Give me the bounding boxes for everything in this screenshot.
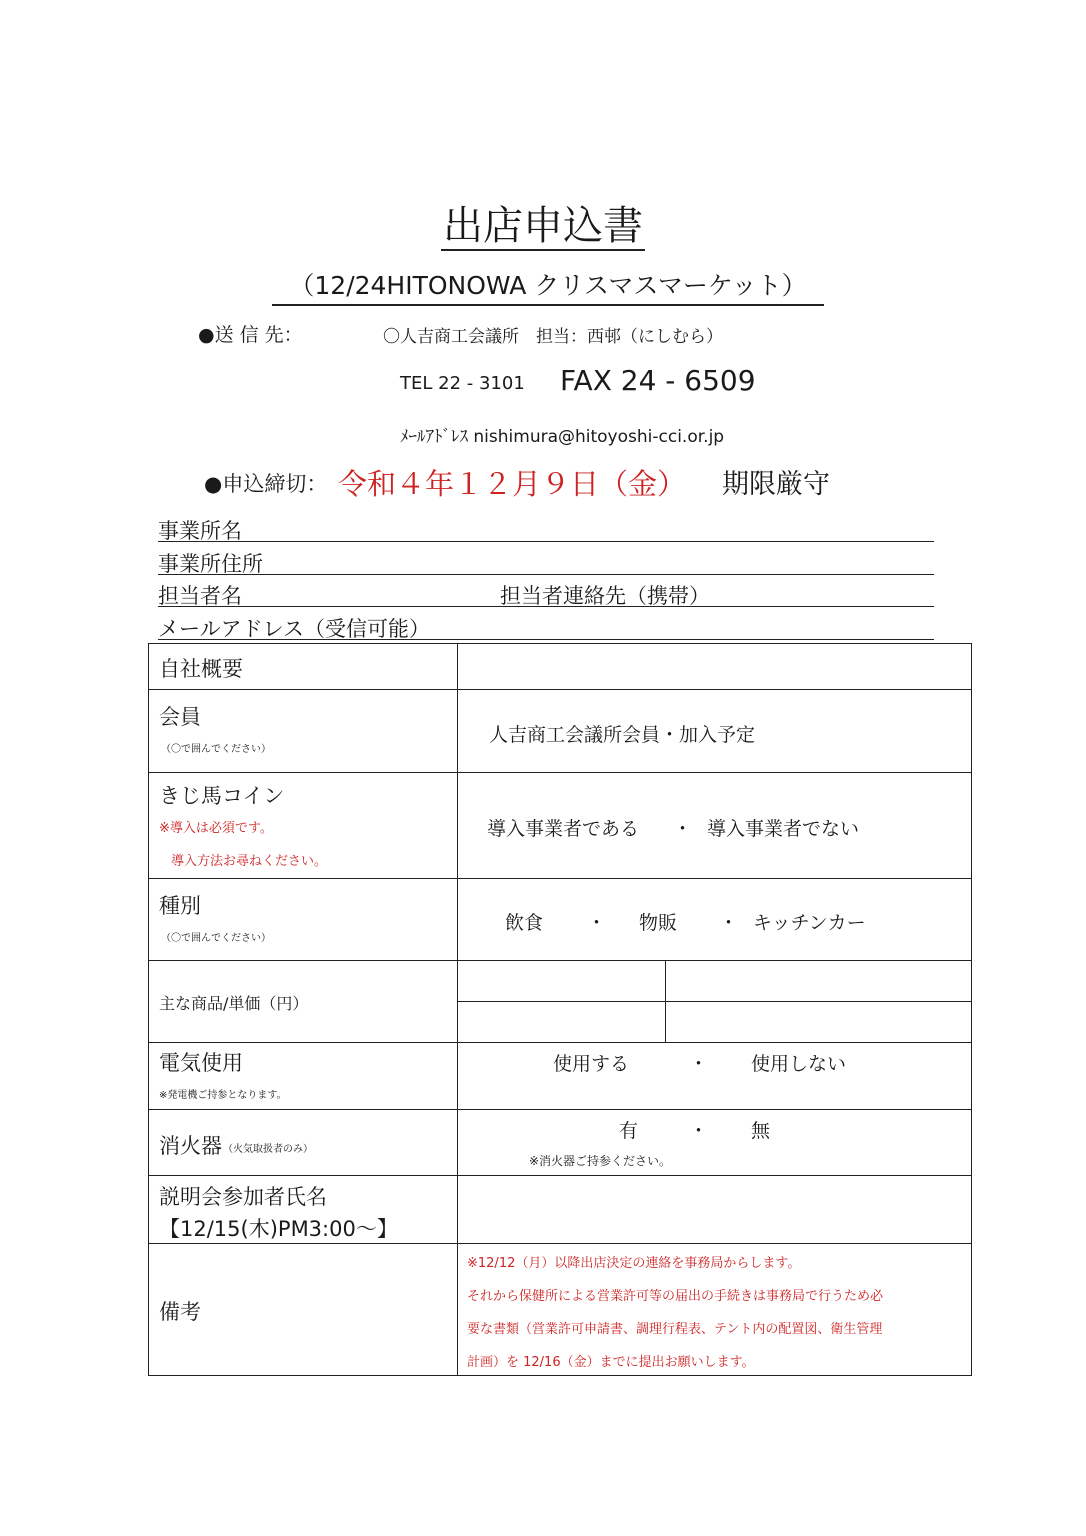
send-to-value: 〇人吉商工会議所 担当：西邨（にしむら）	[383, 327, 723, 347]
contact-field-row[interactable]	[158, 578, 934, 607]
deadline-date: 令和４年１２月９日（金）	[338, 467, 687, 501]
deadline-strict: 期限厳守	[722, 469, 830, 500]
electric-separator: ・	[689, 1053, 709, 1075]
extinguisher-option-no[interactable]: 無	[751, 1120, 771, 1142]
send-to-label: ●送 信 先：	[198, 324, 303, 346]
extinguisher-option-yes[interactable]: 有	[619, 1120, 639, 1142]
remarks-line-4: 計画）を 12/16（金）までに提出お願いします。	[467, 1355, 755, 1370]
remarks-label: 備考	[159, 1300, 201, 1324]
category-option-goods[interactable]: 物販	[639, 912, 678, 934]
coin-option-yes[interactable]: 導入事業者である	[487, 818, 640, 840]
coin-note-ask: 導入方法お尋ねください。	[171, 854, 328, 869]
product-cell-4[interactable]	[667, 1003, 969, 1041]
extinguisher-label-note: （火気取扱者のみ）	[223, 1144, 313, 1155]
coin-note-required: ※導入は必須です。	[159, 821, 273, 836]
electric-option-use[interactable]: 使用する	[553, 1053, 630, 1075]
fax-number: FAX 24 - 6509	[560, 364, 756, 397]
electric-option-no-use[interactable]: 使用しない	[751, 1053, 847, 1075]
email-label: メールアドレス（受信可能）	[158, 617, 430, 641]
extinguisher-label: 消火器	[159, 1134, 222, 1158]
business-name-label: 事業所名	[158, 519, 242, 543]
product-cell-2[interactable]	[667, 962, 969, 1000]
category-note: （〇で囲んでください）	[161, 933, 271, 944]
business-name-field[interactable]	[158, 513, 934, 542]
tel-number: TEL 22 - 3101	[400, 373, 525, 394]
extinguisher-note: ※消火器ご持参ください。	[529, 1154, 672, 1168]
member-options[interactable]: 人吉商工会議所会員・加入予定	[489, 724, 756, 746]
remarks-line-1: ※12/12（月）以降出店決定の連絡を事務局からします。	[467, 1256, 801, 1271]
overview-input[interactable]	[459, 646, 969, 686]
category-label: 種別	[159, 894, 201, 918]
business-address-field[interactable]	[158, 546, 934, 575]
overview-label: 自社概要	[159, 657, 243, 681]
member-note: （〇で囲んでください）	[161, 744, 271, 755]
remarks-line-2: それから保健所による営業許可等の届出の手続きは事務局で行うため必	[467, 1289, 884, 1304]
contact-phone-label: 担当者連絡先（携帯）	[500, 584, 710, 608]
category-option-kitchen-car[interactable]: キッチンカー	[753, 912, 866, 934]
event-subtitle: （12/24HITONOWA クリスマスマーケット）	[272, 266, 824, 306]
email-address: ﾒｰﾙｱﾄﾞﾚｽ nishimura@hitoyoshi-cci.or.jp	[400, 427, 725, 447]
deadline-label: ●申込締切：	[204, 472, 328, 496]
briefing-date: 【12/15(木)PM3:00～】	[159, 1217, 398, 1241]
electric-label: 電気使用	[159, 1051, 243, 1075]
product-cell-3[interactable]	[459, 1003, 663, 1041]
product-cell-1[interactable]	[459, 962, 663, 1000]
products-label: 主な商品/単価（円）	[159, 994, 309, 1013]
contact-person-label: 担当者名	[158, 584, 242, 608]
coin-option-no[interactable]: 導入事業者でない	[707, 818, 860, 840]
briefing-label: 説明会参加者氏名	[159, 1185, 327, 1209]
email-field[interactable]	[158, 611, 934, 640]
category-option-food[interactable]: 飲食	[505, 912, 544, 934]
page-title: 出店申込書	[443, 203, 643, 249]
coin-separator: ・	[673, 818, 693, 840]
category-separator-2: ・	[719, 912, 739, 934]
coin-label: きじ馬コイン	[159, 784, 285, 808]
business-address-label: 事業所住所	[158, 552, 263, 576]
application-table	[148, 643, 972, 1376]
member-label: 会員	[159, 705, 201, 729]
electric-note: ※発電機ご持参となります。	[159, 1090, 287, 1101]
remarks-line-3: 要な書類（営業許可申請書、調理行程表、テント内の配置図、衛生管理	[467, 1322, 883, 1337]
briefing-input[interactable]	[459, 1177, 969, 1241]
category-separator-1: ・	[587, 912, 607, 934]
extinguisher-separator: ・	[689, 1120, 709, 1142]
